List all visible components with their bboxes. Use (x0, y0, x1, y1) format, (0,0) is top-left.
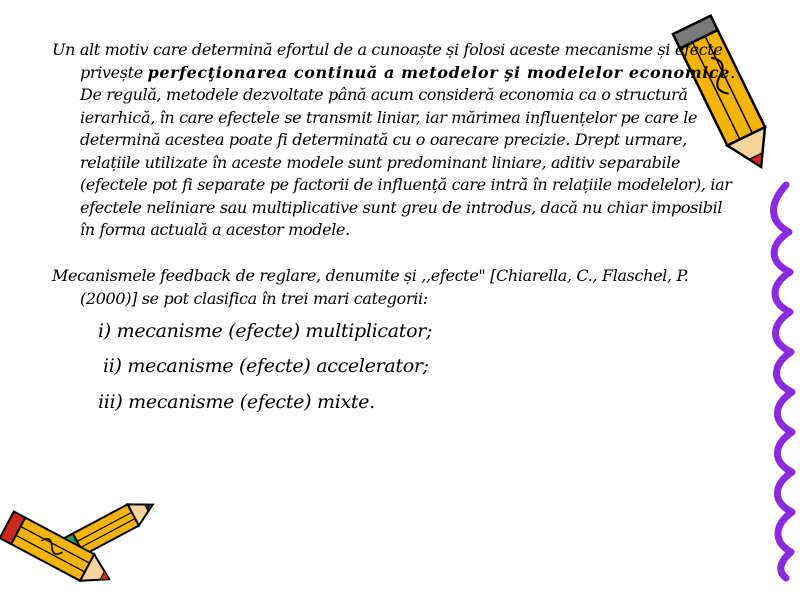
scribble-line (774, 185, 792, 578)
paragraph-text: . De regulă, metodele dezvoltate până acum consideră economia ca o structură ierarhică, în care efectele se transmit liniar, iar mărimea influențelor pe care le determină acestea poate fi determinată cu o oarecare precizie. Drept urmare, relațiile utilizate în aceste modele sunt predominant liniare, aditiv separabile (efectele pot fi separate pe factorii de influență care intră în relațiile modelelor), iar efectele neliniare sau multiplicative sunt greu de introdus, dacă nu chiar imposibil în forma actuală a acestor modele. (80, 62, 735, 239)
paragraph-text: Un alt motiv care determină efortul de a cunoaște și folosi aceste mecanisme și efecte privește (52, 40, 723, 82)
list-item-mixed: iii) mecanisme (efecte) mixte. (98, 391, 375, 413)
paragraph-motivation (52, 39, 740, 242)
list-item-multiplier: i) mecanisme (efecte) multiplicator; (98, 320, 433, 342)
paragraph-feedback-mechanisms: Mecanismele feedback de reglare, denumite și ,,efecte" [Chiarella, C., Flaschel, P. (2000)] se pot clasifica în trei mari categorii: (52, 266, 689, 308)
emphasized-phrase: perfecţionarea continuă a metodelor şi modelelor economice (147, 62, 731, 82)
list-item-accelerator: ii) mecanisme (efecte) accelerator; (103, 355, 429, 377)
